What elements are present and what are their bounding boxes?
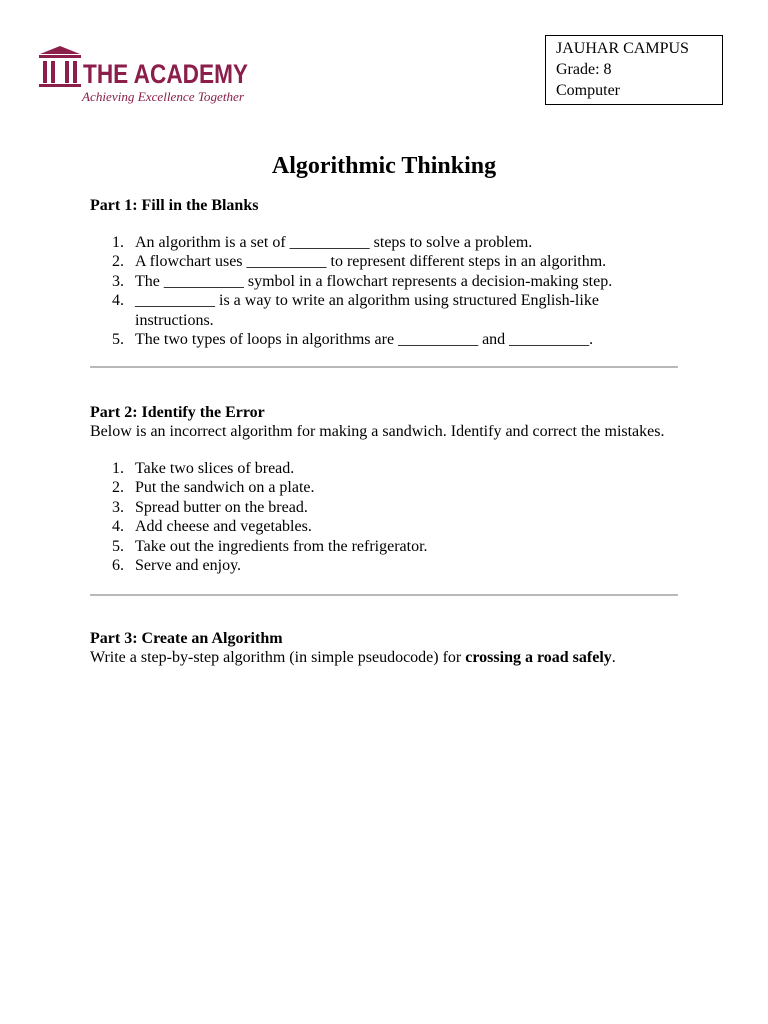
campus-name: JAUHAR CAMPUS	[556, 40, 689, 57]
list-item: 6. Serve and enjoy.	[112, 557, 242, 574]
subject-label: Computer	[556, 82, 620, 99]
list-item: 4. __________ is a way to write an algorithm using structured English-like instructions.	[112, 292, 599, 329]
grade-label: Grade: 8	[556, 61, 612, 78]
list-item: 2. Put the sandwich on a plate.	[112, 479, 315, 496]
worksheet-content	[90, 196, 690, 668]
part2-heading: Part 2: Identify the Error	[90, 403, 265, 421]
part3-instruction: Write a step-by-step algorithm (in simple pseudocode) for crossing a road safely.	[90, 649, 616, 666]
brand-tagline: Achieving Excellence Together	[80, 89, 245, 104]
pillared-building-icon	[39, 46, 81, 87]
part2-intro: Below is an incorrect algorithm for making a sandwich. Identify and correct the mistakes.	[90, 423, 665, 440]
academy-logo	[36, 44, 252, 108]
list-item: 1. An algorithm is a set of __________ steps to solve a problem.	[112, 233, 533, 251]
list-item: 1. Take two slices of bread.	[112, 459, 295, 477]
part3-heading: Part 3: Create an Algorithm	[90, 629, 283, 647]
part1-heading: Part 1: Fill in the Blanks	[90, 197, 259, 214]
list-item: 2. A flowchart uses __________ to represent different steps in an algorithm.	[112, 253, 607, 270]
list-item: 5. The two types of loops in algorithms are __________ and __________.	[112, 331, 594, 348]
part2-list	[90, 459, 690, 576]
campus-info-box	[545, 35, 723, 105]
list-item: 5. Take out the ingredients from the refrigerator.	[112, 537, 428, 555]
part1-list	[90, 233, 690, 350]
part3-topic: crossing a road safely	[465, 649, 612, 666]
list-item: 4. Add cheese and vegetables.	[112, 518, 312, 535]
list-item: 3. The __________ symbol in a flowchart represents a decision-making step.	[112, 272, 613, 290]
list-item: 3. Spread butter on the bread.	[112, 498, 308, 516]
brand-name: THE ACADEMY	[83, 59, 248, 89]
worksheet-title: Algorithmic Thinking	[271, 153, 497, 179]
